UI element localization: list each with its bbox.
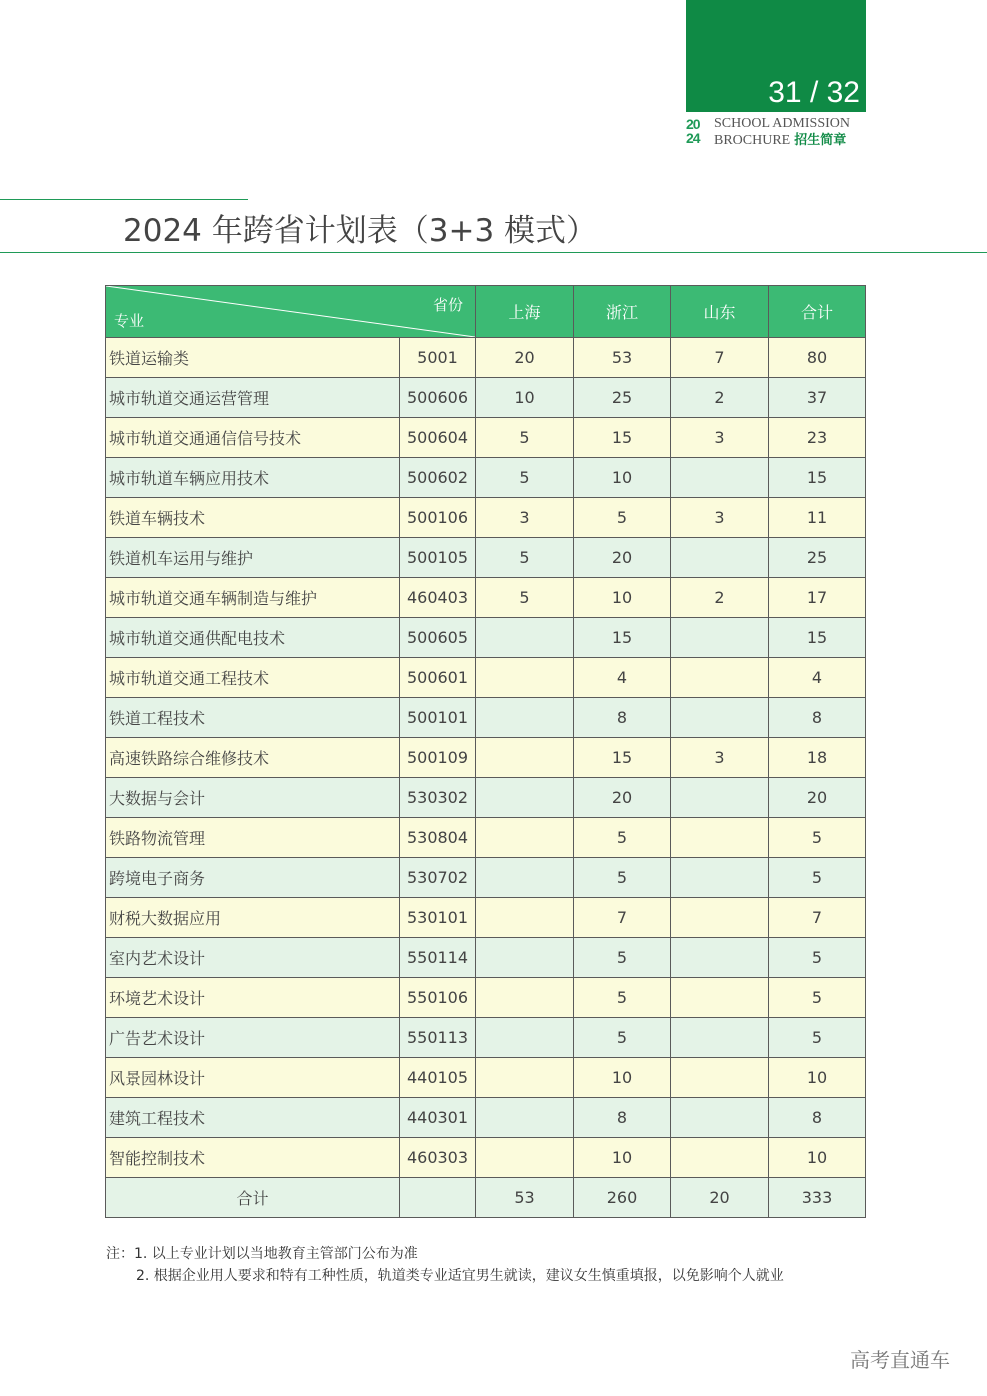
total-plan-zhejiang: 260	[574, 1178, 671, 1218]
plan-shanghai	[476, 1018, 574, 1058]
major-name: 财税大数据应用	[106, 898, 400, 938]
table-row	[106, 538, 866, 578]
col-header-shanghai: 上海	[476, 286, 574, 338]
total-major-name: 合计	[106, 1178, 400, 1218]
plan-shandong: 2	[671, 578, 769, 618]
plan-total: 20	[769, 778, 866, 818]
plan-zhejiang: 20	[574, 778, 671, 818]
plan-total: 80	[769, 338, 866, 378]
diagonal-line	[106, 286, 475, 337]
major-code: 460303	[400, 1138, 476, 1178]
major-name: 广告艺术设计	[106, 1018, 400, 1058]
note-line-2: 2. 根据企业用人要求和特有工种性质，轨道类专业适宜男生就读，建议女生慎重填报，以免影响个人就业	[136, 1268, 784, 1284]
major-code: 530804	[400, 818, 476, 858]
plan-shandong	[671, 978, 769, 1018]
col-header-total: 合计	[769, 286, 866, 338]
total-plan-shandong: 20	[671, 1178, 769, 1218]
plan-zhejiang: 10	[574, 1138, 671, 1178]
header-major-label: 专业	[114, 312, 145, 330]
note-line-1: 注：1. 以上专业计划以当地教育主管部门公布为准	[106, 1246, 418, 1262]
plan-shanghai	[476, 618, 574, 658]
plan-zhejiang: 5	[574, 1018, 671, 1058]
plan-shandong	[671, 458, 769, 498]
plan-shanghai	[476, 658, 574, 698]
plan-shandong	[671, 538, 769, 578]
table-row	[106, 698, 866, 738]
brand-line2	[714, 133, 846, 149]
title-rule-short	[0, 199, 248, 200]
plan-shanghai	[476, 1098, 574, 1138]
major-code: 500106	[400, 498, 476, 538]
plan-shanghai: 10	[476, 378, 574, 418]
plan-zhejiang: 8	[574, 1098, 671, 1138]
major-name: 城市轨道交通工程技术	[106, 658, 400, 698]
table-row	[106, 618, 866, 658]
table-row	[106, 498, 866, 538]
total-plan-shanghai: 53	[476, 1178, 574, 1218]
major-code: 500601	[400, 658, 476, 698]
brand-year-top: 20	[686, 116, 700, 132]
major-code: 500101	[400, 698, 476, 738]
plan-shanghai	[476, 698, 574, 738]
table-total-row	[106, 1178, 866, 1218]
plan-shandong	[671, 1018, 769, 1058]
brand-year	[686, 117, 710, 145]
brand-block	[686, 116, 866, 152]
major-name: 城市轨道车辆应用技术	[106, 458, 400, 498]
major-name: 铁路物流管理	[106, 818, 400, 858]
table-row	[106, 1018, 866, 1058]
brand-year-bottom: 24	[686, 130, 700, 146]
major-code: 440301	[400, 1098, 476, 1138]
table-header-row	[106, 286, 866, 338]
plan-total: 5	[769, 858, 866, 898]
plan-zhejiang: 15	[574, 738, 671, 778]
major-name: 智能控制技术	[106, 1138, 400, 1178]
table-row	[106, 338, 866, 378]
plan-shandong: 7	[671, 338, 769, 378]
plan-zhejiang: 10	[574, 578, 671, 618]
major-code: 5001	[400, 338, 476, 378]
major-code: 500606	[400, 378, 476, 418]
major-code: 530302	[400, 778, 476, 818]
col-header-zhejiang: 浙江	[574, 286, 671, 338]
plan-shandong	[671, 1058, 769, 1098]
table-body	[106, 338, 866, 1218]
major-code: 500604	[400, 418, 476, 458]
plan-total: 4	[769, 658, 866, 698]
plan-total: 10	[769, 1138, 866, 1178]
plan-zhejiang: 53	[574, 338, 671, 378]
plan-shandong	[671, 858, 769, 898]
plan-shanghai	[476, 1058, 574, 1098]
plan-total: 17	[769, 578, 866, 618]
major-name: 高速铁路综合维修技术	[106, 738, 400, 778]
plan-shanghai	[476, 738, 574, 778]
major-code: 500605	[400, 618, 476, 658]
page-number: 31 / 32	[768, 76, 860, 109]
plan-zhejiang: 20	[574, 538, 671, 578]
plan-total: 25	[769, 538, 866, 578]
major-code: 460403	[400, 578, 476, 618]
plan-shandong	[671, 1138, 769, 1178]
table-row	[106, 658, 866, 698]
plan-total: 37	[769, 378, 866, 418]
table-row	[106, 738, 866, 778]
table-row	[106, 778, 866, 818]
plan-shanghai: 5	[476, 538, 574, 578]
table-row	[106, 1098, 866, 1138]
plan-total: 15	[769, 618, 866, 658]
brand-line2-cn: 招生简章	[794, 133, 847, 148]
brand-line1: SCHOOL ADMISSION	[714, 116, 851, 131]
plan-shanghai	[476, 818, 574, 858]
plan-shandong	[671, 618, 769, 658]
plan-shanghai	[476, 1138, 574, 1178]
plan-zhejiang: 8	[574, 698, 671, 738]
plan-shanghai	[476, 938, 574, 978]
plan-total: 5	[769, 1018, 866, 1058]
major-name: 跨境电子商务	[106, 858, 400, 898]
table-row	[106, 938, 866, 978]
plan-shandong	[671, 778, 769, 818]
major-name: 铁道车辆技术	[106, 498, 400, 538]
plan-shandong: 3	[671, 738, 769, 778]
major-name: 铁道运输类	[106, 338, 400, 378]
plan-shanghai	[476, 858, 574, 898]
total-major-code	[400, 1178, 476, 1218]
plan-shandong	[671, 818, 769, 858]
plan-total: 10	[769, 1058, 866, 1098]
plan-total: 8	[769, 1098, 866, 1138]
major-code: 500109	[400, 738, 476, 778]
major-code: 550114	[400, 938, 476, 978]
major-name: 铁道机车运用与维护	[106, 538, 400, 578]
plan-total: 8	[769, 698, 866, 738]
plan-shanghai	[476, 978, 574, 1018]
major-name: 城市轨道交通车辆制造与维护	[106, 578, 400, 618]
major-name: 大数据与会计	[106, 778, 400, 818]
plan-total: 15	[769, 458, 866, 498]
table-row	[106, 818, 866, 858]
table-row	[106, 578, 866, 618]
plan-shandong: 2	[671, 378, 769, 418]
table-row	[106, 458, 866, 498]
major-code: 550106	[400, 978, 476, 1018]
plan-shandong	[671, 698, 769, 738]
plan-shandong	[671, 658, 769, 698]
plan-shanghai: 20	[476, 338, 574, 378]
plan-shandong	[671, 938, 769, 978]
table-row	[106, 1058, 866, 1098]
col-header-shandong: 山东	[671, 286, 769, 338]
plan-total: 11	[769, 498, 866, 538]
major-name: 环境艺术设计	[106, 978, 400, 1018]
table-row	[106, 898, 866, 938]
table-row	[106, 378, 866, 418]
plan-shanghai	[476, 898, 574, 938]
major-name: 城市轨道交通供配电技术	[106, 618, 400, 658]
major-code: 500602	[400, 458, 476, 498]
plan-shanghai: 5	[476, 458, 574, 498]
table-row	[106, 418, 866, 458]
plan-zhejiang: 5	[574, 938, 671, 978]
plan-zhejiang: 25	[574, 378, 671, 418]
plan-zhejiang: 10	[574, 1058, 671, 1098]
brand-line2-en: BROCHURE	[714, 133, 791, 148]
title-rule-long	[0, 252, 987, 253]
plan-zhejiang: 5	[574, 818, 671, 858]
plan-total: 7	[769, 898, 866, 938]
major-code: 530702	[400, 858, 476, 898]
plan-total: 23	[769, 418, 866, 458]
diagonal-header-cell	[106, 286, 476, 338]
plan-total: 18	[769, 738, 866, 778]
plan-shanghai: 5	[476, 418, 574, 458]
major-name: 城市轨道交通运营管理	[106, 378, 400, 418]
plan-shandong: 3	[671, 418, 769, 458]
total-plan-total: 333	[769, 1178, 866, 1218]
major-code: 550113	[400, 1018, 476, 1058]
plan-total: 5	[769, 978, 866, 1018]
plan-shandong: 3	[671, 498, 769, 538]
plan-zhejiang: 5	[574, 858, 671, 898]
major-name: 城市轨道交通通信信号技术	[106, 418, 400, 458]
plan-table	[105, 285, 866, 1218]
plan-zhejiang: 7	[574, 898, 671, 938]
major-code: 440105	[400, 1058, 476, 1098]
major-name: 室内艺术设计	[106, 938, 400, 978]
header-province-label: 省份	[432, 296, 463, 314]
major-code: 530101	[400, 898, 476, 938]
major-name: 风景园林设计	[106, 1058, 400, 1098]
watermark: 高考直通车	[850, 1348, 950, 1372]
table-row	[106, 1138, 866, 1178]
plan-total: 5	[769, 938, 866, 978]
plan-shanghai: 5	[476, 578, 574, 618]
plan-zhejiang: 10	[574, 458, 671, 498]
plan-shanghai	[476, 778, 574, 818]
page-title: 2024 年跨省计划表（3+3 模式）	[123, 213, 598, 249]
plan-shanghai: 3	[476, 498, 574, 538]
header-green-block	[686, 0, 866, 112]
major-name: 铁道工程技术	[106, 698, 400, 738]
plan-shandong	[671, 898, 769, 938]
plan-zhejiang: 15	[574, 618, 671, 658]
plan-zhejiang: 15	[574, 418, 671, 458]
plan-zhejiang: 5	[574, 498, 671, 538]
plan-shandong	[671, 1098, 769, 1138]
table-row	[106, 858, 866, 898]
major-name: 建筑工程技术	[106, 1098, 400, 1138]
plan-zhejiang: 4	[574, 658, 671, 698]
major-code: 500105	[400, 538, 476, 578]
plan-zhejiang: 5	[574, 978, 671, 1018]
plan-total: 5	[769, 818, 866, 858]
table-row	[106, 978, 866, 1018]
notes	[106, 1243, 784, 1287]
